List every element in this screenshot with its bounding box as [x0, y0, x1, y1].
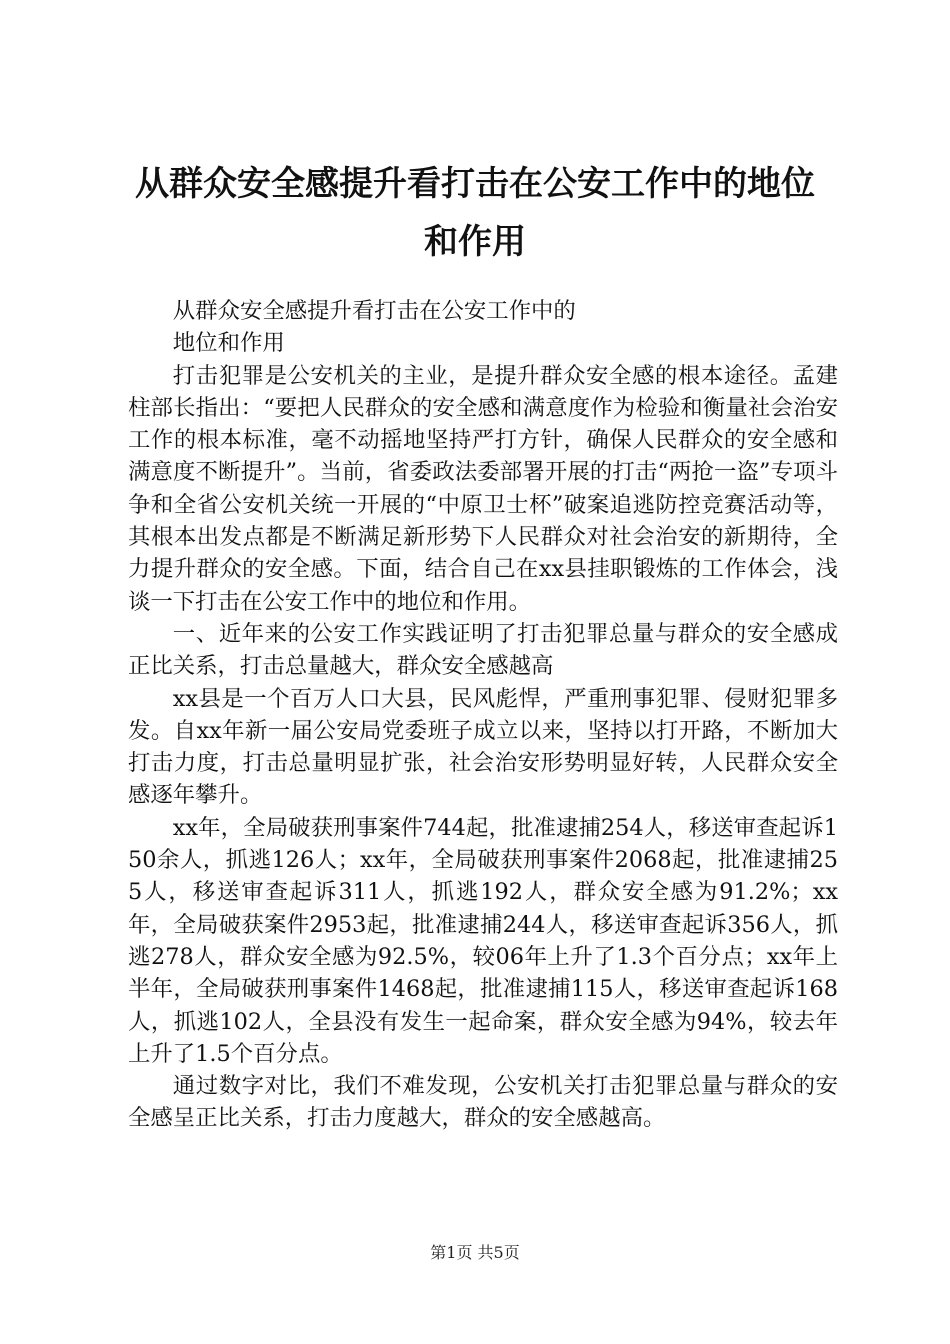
document-title-line-1: 从群众安全感提升看打击在公安工作中的地位 — [135, 164, 815, 204]
subtitle-line-1: 从群众安全感提升看打击在公安工作中的 — [172, 298, 576, 324]
page-footer: 第1页 共5页 — [430, 1243, 520, 1262]
paragraph-conclusion: 通过数字对比，我们不难发现，公安机关打击犯罪总量与群众的安全感呈正比关系，打击力度越大，群众的安全感越高。 — [128, 1073, 838, 1132]
subtitle-line-2: 地位和作用 — [172, 330, 285, 357]
paragraph-intro: 打击犯罪是公安机关的主业，是提升群众安全感的根本途径。孟建柱部长指出：“要把人民群众的安全感和满意度作为检验和衡量社会治安工作的根本标准，毫不动摇地坚持严打方针，确保人民群众的安全感和满意度不断提升”。当前，省委政法委部署开展的打击“两抢一盗”专项斗争和全省公安机关统一开展的“中原卫士杯”破案追逃防控竞赛活动等，其根本出发点都是不断满足新形势下人民群众对社会治安的新期待，全力提升群众的安全感。下面，结合自己在xx县挂职锻炼的工作体会，浅谈一下打击在公安工作中的地位和作用。 — [128, 362, 838, 615]
paragraph-county-overview: xx县是一个百万人口大县，民风彪悍，严重刑事犯罪、侵财犯罪多发。自xx年新一届公安局党委班子成立以来，坚持以打开路，不断加大打击力度，打击总量明显扩张，社会治安形势明显好转，人民群众安全感逐年攀升。 — [128, 685, 838, 809]
section-heading-1: 一、近年来的公安工作实践证明了打击犯罪总量与群众的安全感成正比关系，打击总量越大，群众安全感越高 — [128, 620, 838, 680]
document-title-line-2: 和作用 — [424, 222, 526, 262]
paragraph-statistics: xx年，全局破获刑事案件744起，批准逮捕254人，移送审查起诉150余人，抓逃126人；xx年，全局破获刑事案件2068起，批准逮捕255人，移送审查起诉311人，抓逃192人，群众安全感为91.2%；xx年，全局破获案件2953起，批准逮捕244人，移送审查起诉356人，抓逃278人，群众安全感为92.5%，较06年上升了1.3个百分点；xx年上半年，全局破获刑事案件1468起，批准逮捕115人，移送审查起诉168人，抓逃102人，全县没有发生一起命案，群众安全感为94%，较去年上升了1.5个百分点。 — [128, 814, 838, 1067]
document-body — [128, 295, 838, 1135]
